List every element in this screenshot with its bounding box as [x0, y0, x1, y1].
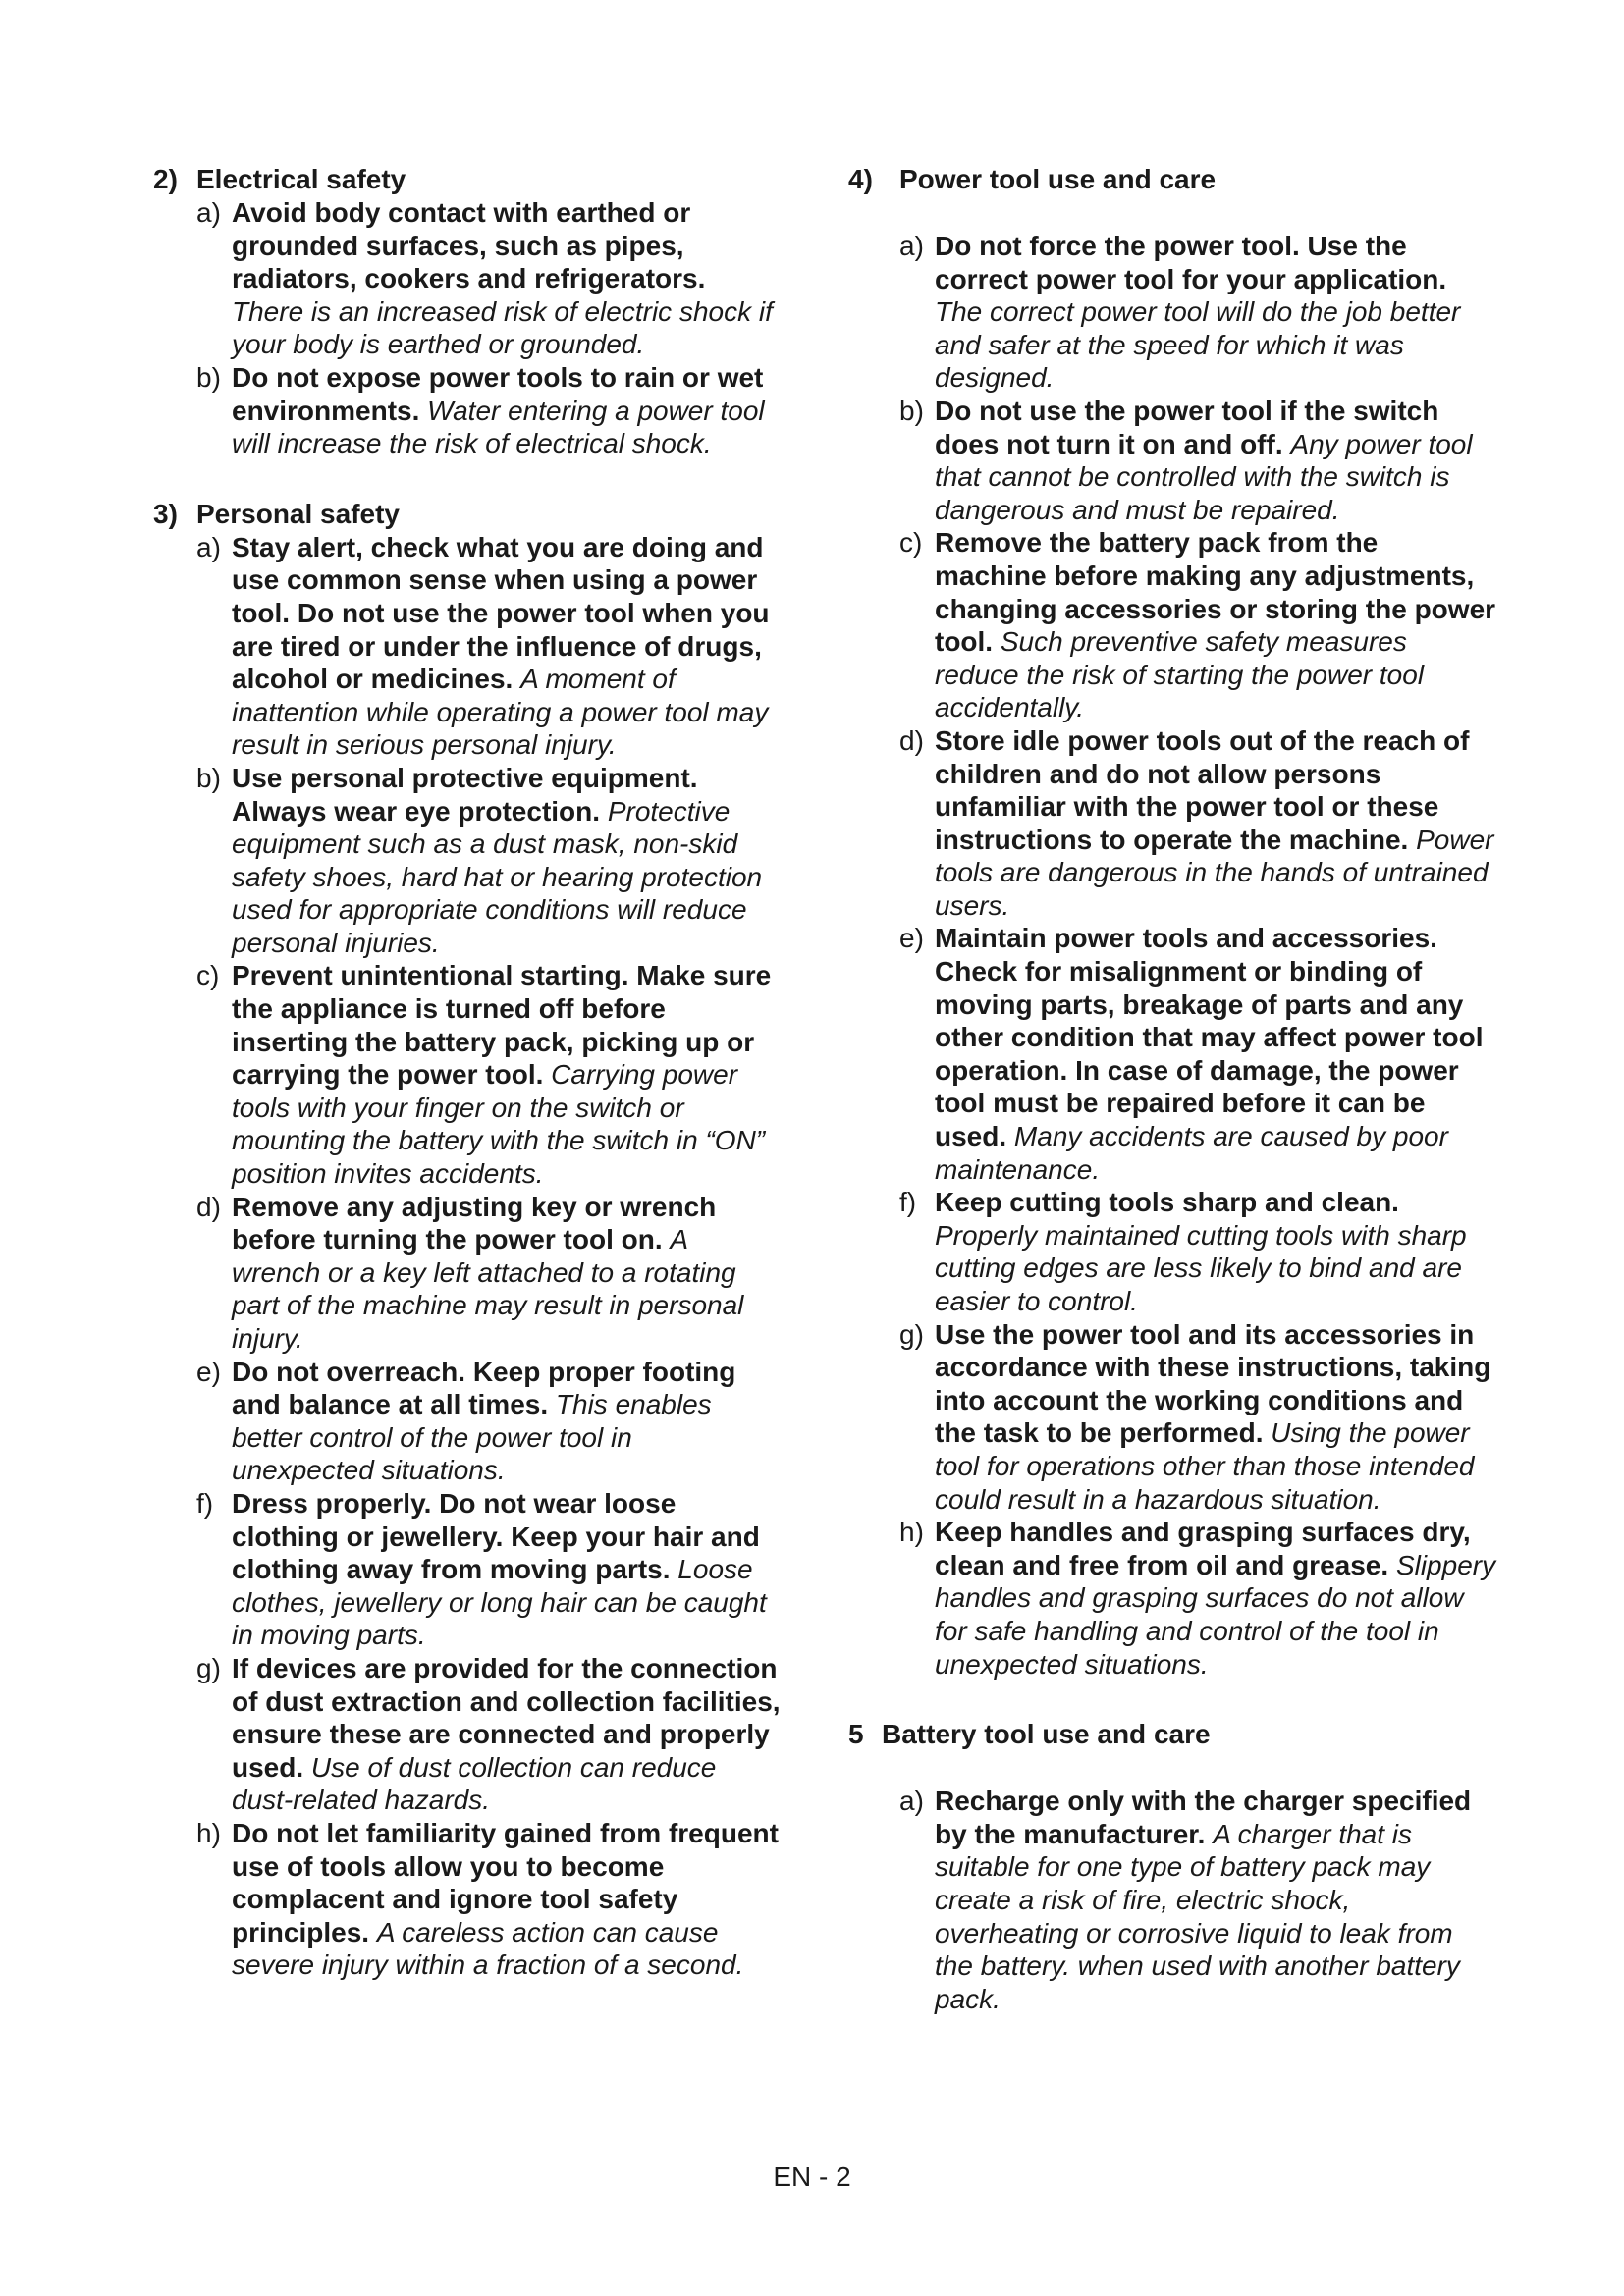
- section-personal-safety: [153, 498, 782, 1982]
- list-item: [196, 959, 782, 1190]
- item-instruction: Do not let familiarity gained from frequent use of tools allow you to become complacent and ignore tool safety principles.: [232, 1817, 779, 1948]
- item-letter: h): [899, 1517, 924, 1548]
- item-explanation: A moment of inattention while operating a power tool may result in serious personal injury.: [232, 664, 769, 761]
- item-letter: e): [196, 1356, 221, 1387]
- list-item: [899, 922, 1496, 1186]
- item-instruction: Do not overreach. Keep proper footing and balance at all times.: [232, 1356, 736, 1420]
- list-item: [196, 762, 782, 960]
- section-number: 3): [153, 498, 178, 529]
- item-explanation: There is an increased risk of electric shock if your body is earthed or grounded.: [232, 295, 773, 360]
- item-explanation: Use of dust collection can reduce dust-related hazards.: [232, 1751, 717, 1816]
- item-explanation: Loose clothes, jewellery or long hair can be caught in moving parts.: [232, 1554, 767, 1651]
- section-title: Electrical safety: [196, 164, 406, 194]
- list-item: [899, 1785, 1496, 2015]
- item-letter: d): [196, 1191, 221, 1222]
- section-heading: [848, 163, 1496, 196]
- item-instruction: Avoid body contact with earthed or grounded surfaces, such as pipes, radiators, cookers and refrigerators.: [232, 197, 706, 294]
- item-explanation: Slippery handles and grasping surfaces do not allow for safe handling and control of the tool in unexpected situations.: [935, 1549, 1496, 1680]
- section-number: 4): [848, 164, 873, 194]
- item-letter: d): [899, 724, 924, 756]
- item-letter: g): [196, 1652, 221, 1683]
- item-instruction: Do not force the power tool. Use the correct power tool for your application.: [935, 231, 1447, 294]
- list-item: [196, 1652, 782, 1817]
- item-instruction: Store idle power tools out of the reach of children and do not allow persons unfamiliar with the power tool or these instructions to operate the machine.: [935, 724, 1470, 855]
- list-item: [196, 1356, 782, 1487]
- item-list: [899, 230, 1496, 1681]
- item-instruction: Remove any adjusting key or wrench before turning the power tool on.: [232, 1191, 717, 1255]
- item-letter: c): [196, 960, 220, 991]
- item-instruction: Do not use the power tool if the switch does not turn it on and off.: [935, 395, 1439, 459]
- list-item: [899, 724, 1496, 923]
- item-instruction: Do not expose power tools to rain or wet environments.: [232, 361, 764, 426]
- section-power-tool-use: [848, 163, 1496, 1681]
- item-letter: g): [899, 1318, 924, 1350]
- item-instruction: Remove the battery pack from the machine before making any adjustments, changing accessories or storing the power tool.: [935, 527, 1496, 658]
- list-item: [899, 230, 1496, 395]
- item-explanation: A careless action can cause severe injury within a fraction of a second.: [232, 1916, 744, 1981]
- list-item: [196, 1817, 782, 1982]
- item-explanation: Properly maintained cutting tools with sharp cutting edges are less likely to bind and are easier to control.: [935, 1219, 1467, 1316]
- section-title: Power tool use and care: [899, 164, 1217, 194]
- section-heading: [848, 1718, 1496, 1751]
- item-explanation: This enables better control of the power tool in unexpected situations.: [232, 1389, 712, 1486]
- item-letter: b): [899, 395, 924, 426]
- item-letter: a): [196, 531, 221, 562]
- section-title: Battery tool use and care: [882, 1719, 1211, 1750]
- item-explanation: Using the power tool for operations other than those intended could result in a hazardous situation.: [935, 1417, 1475, 1515]
- item-instruction: If devices are provided for the connection of dust extraction and collection facilities, ensure these are connected and properly used.: [232, 1652, 781, 1783]
- item-explanation: Power tools are dangerous in the hands of untrained users.: [935, 824, 1494, 921]
- page-number: EN - 2: [773, 2162, 851, 2192]
- item-letter: c): [899, 527, 923, 559]
- right-column: [848, 163, 1496, 2053]
- item-instruction: Stay alert, check what you are doing and use common sense when using a power tool. Do not use the power tool when you are tired or under the influence of drugs, alcohol or medicines.: [232, 531, 770, 695]
- list-item: [196, 1191, 782, 1356]
- section-title: Personal safety: [196, 498, 400, 529]
- item-letter: f): [899, 1187, 917, 1218]
- list-item: [899, 526, 1496, 724]
- item-explanation: The correct power tool will do the job better and safer at the speed for which it was designed.: [935, 296, 1461, 394]
- item-instruction: Use personal protective equipment. Always wear eye protection.: [232, 762, 698, 827]
- item-explanation: Water entering a power tool will increase the risk of electrical shock.: [232, 395, 765, 459]
- item-explanation: Such preventive safety measures reduce the risk of starting the power tool accidentally.: [935, 626, 1425, 723]
- item-explanation: A charger that is suitable for one type of battery pack may create a risk of fire, electric shock, overheating or corrosive liquid to leak from the battery. when used with another battery pack.: [935, 1818, 1460, 2014]
- list-item: [899, 395, 1496, 526]
- item-instruction: Keep handles and grasping surfaces dry, clean and free from oil and grease.: [935, 1517, 1471, 1580]
- section-heading: [153, 163, 782, 196]
- item-instruction: Prevent unintentional starting. Make sure the appliance is turned off before inserting the battery pack, picking up or carrying the power tool.: [232, 960, 772, 1091]
- item-letter: a): [196, 197, 221, 228]
- item-instruction: Maintain power tools and accessories. Check for misalignment or binding of moving parts, breakage of parts and any other condition that may affect power tool operation. In case of damage, the power tool must be repaired before it can be used.: [935, 923, 1484, 1152]
- item-explanation: Carrying power tools with your finger on the switch or mounting the battery with the switch in “ON” position invites accidents.: [232, 1059, 766, 1190]
- item-explanation: A wrench or a key left attached to a rotating part of the machine may result in personal injury.: [232, 1224, 744, 1354]
- list-item: [899, 1516, 1496, 1681]
- item-letter: h): [196, 1817, 221, 1848]
- list-item: [196, 531, 782, 762]
- item-instruction: Dress properly. Do not wear loose clothing or jewellery. Keep your hair and clothing away from moving parts.: [232, 1487, 760, 1585]
- item-letter: f): [196, 1487, 214, 1519]
- item-list: [899, 1785, 1496, 2015]
- item-instruction: Use the power tool and its accessories in accordance with these instructions, taking into account the working conditions and the task to be performed.: [935, 1318, 1491, 1449]
- item-letter: a): [899, 231, 924, 261]
- left-column: [153, 163, 782, 2019]
- section-heading: [153, 498, 782, 531]
- list-item: [196, 1487, 782, 1652]
- item-letter: e): [899, 923, 924, 954]
- list-item: [899, 1186, 1496, 1317]
- item-list: [196, 531, 782, 1982]
- item-instruction: Recharge only with the charger specified by the manufacturer.: [935, 1786, 1472, 1849]
- item-explanation: Protective equipment such as a dust mask, non-skid safety shoes, hard hat or hearing protection used for appropriate conditions will reduce personal injuries.: [232, 795, 763, 958]
- section-number: 2): [153, 164, 178, 194]
- item-letter: b): [196, 361, 221, 393]
- section-electrical-safety: [153, 163, 782, 460]
- item-instruction: Keep cutting tools sharp and clean.: [935, 1187, 1399, 1218]
- item-letter: b): [196, 762, 221, 793]
- item-explanation: Many accidents are caused by poor maintenance.: [935, 1121, 1448, 1185]
- list-item: [899, 1318, 1496, 1517]
- section-number: 5: [848, 1719, 864, 1750]
- list-item: [196, 361, 782, 460]
- section-battery-tool-use: [848, 1718, 1496, 2015]
- item-explanation: Any power tool that cannot be controlled with the switch is dangerous and must be repaired.: [935, 428, 1473, 525]
- item-list: [196, 196, 782, 460]
- item-letter: a): [899, 1786, 924, 1817]
- list-item: [196, 196, 782, 361]
